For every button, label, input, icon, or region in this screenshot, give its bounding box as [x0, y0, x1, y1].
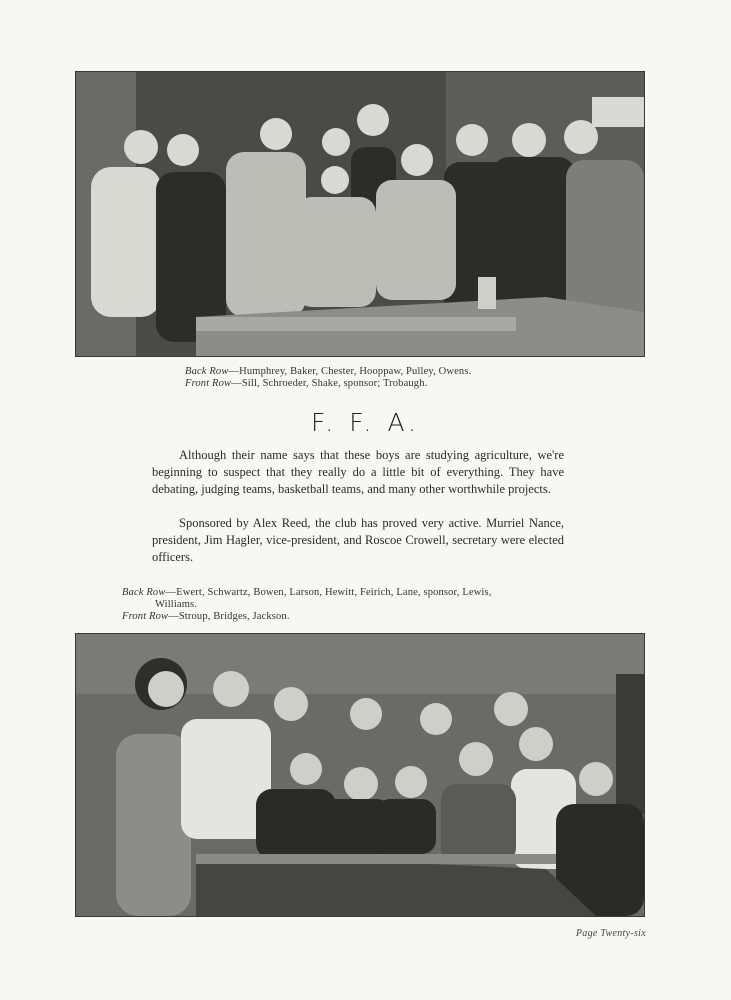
photo-scene: [76, 634, 644, 916]
caption-front-row-names: —Sill, Schroeder, Shake, sponsor; Trobaugh.: [231, 378, 428, 389]
caption-front-row: [122, 611, 492, 623]
caption-front-row-names: —Stroup, Bridges, Jackson.: [168, 611, 290, 622]
photo-caption-bottom: [122, 587, 492, 623]
group-photo-ffa: [75, 71, 645, 357]
caption-back-row: [122, 587, 492, 599]
caption-back-row-names: —Humphrey, Baker, Chester, Hooppaw, Pulley, Owens.: [228, 366, 472, 377]
caption-back-row-continued: Williams.: [155, 599, 198, 610]
body-paragraph: Sponsored by Alex Reed, the club has proved very active. Murriel Nance, president, Jim Hagler, vice-president, and Roscoe Crowell, secretary were elected officers.: [152, 516, 564, 565]
caption-back-row-label: Back Row: [122, 587, 166, 598]
page-title: F. F. A.: [310, 408, 421, 437]
caption-front-row-label: Front Row: [122, 611, 169, 622]
group-photo-girls: [75, 633, 645, 917]
photo-scene: [76, 72, 644, 356]
page-number: Page Twenty-six: [575, 928, 646, 939]
caption-front-row: [185, 378, 471, 390]
caption-front-row-label: Front Row: [185, 378, 232, 389]
body-paragraph: Although their name says that these boys are studying agriculture, we're beginning to suspect that they really do a little bit of everything. They have debating, judging teams, basketball teams, and many other worthwhile projects.: [152, 448, 564, 497]
caption-back-row-names: —Ewert, Schwartz, Bowen, Larson, Hewitt, Feirich, Lane, sponsor, Lewis,: [165, 587, 492, 598]
caption-back-row: [185, 366, 471, 378]
caption-back-row-label: Back Row: [185, 366, 229, 377]
photo-caption-top: [185, 366, 471, 390]
